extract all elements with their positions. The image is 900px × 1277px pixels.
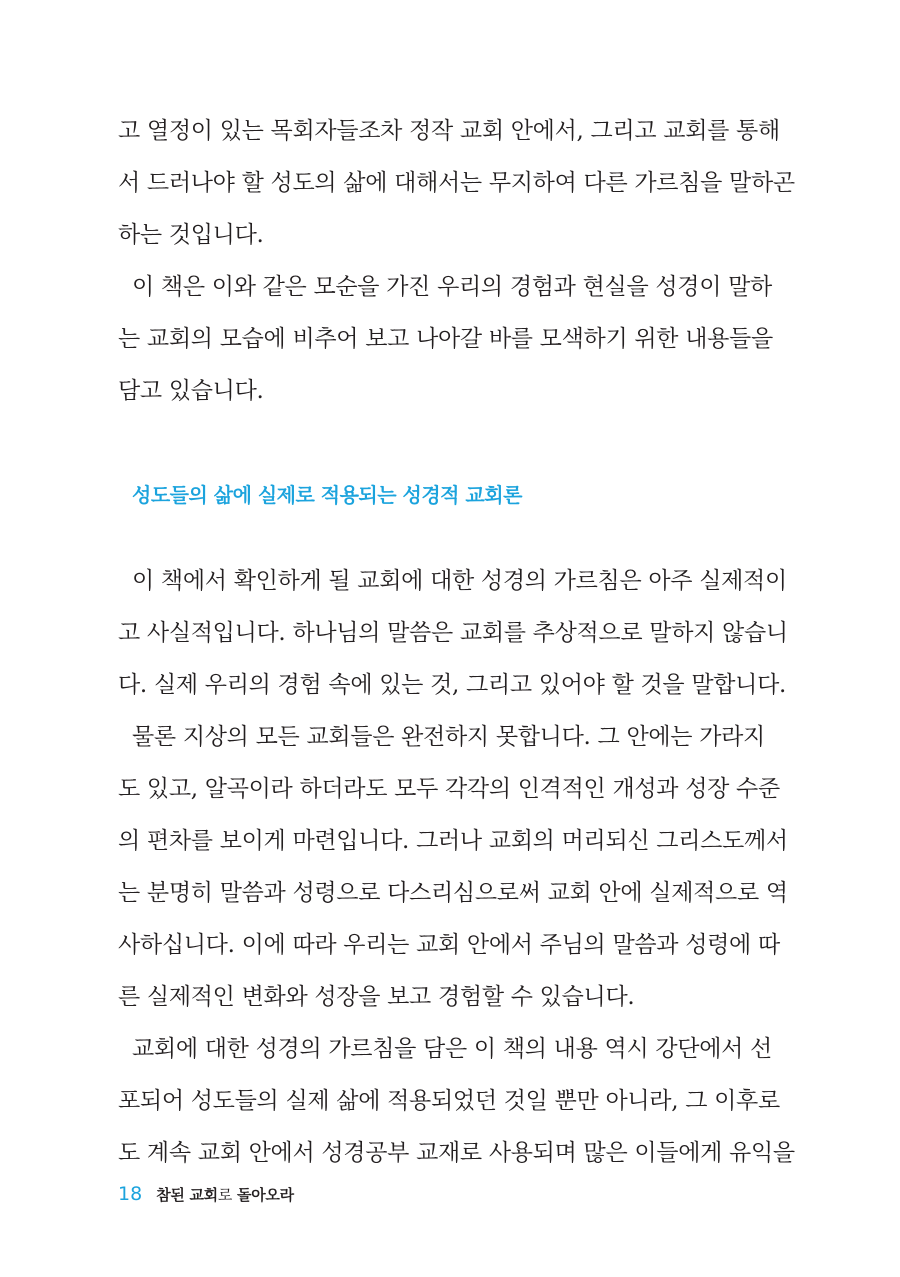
paragraph-5-line-3: 도 계속 교회 안에서 성경공부 교재로 사용되며 많은 이들에게 유익을 (118, 1140, 795, 1166)
book-title-part-2: 로 (217, 1186, 233, 1204)
paragraph-3-line-1: 이 책에서 확인하게 될 교회에 대한 성경의 가르침은 아주 실제적이 (132, 568, 787, 594)
paragraph-3-line-2: 고 사실적입니다. 하나님의 말씀은 교회를 추상적으로 말하지 않습니 (118, 620, 788, 646)
paragraph-2-line-1: 이 책은 이와 같은 모순을 가진 우리의 경험과 현실을 성경이 말하 (132, 274, 772, 300)
paragraph-2-line-2: 는 교회의 모습에 비추어 보고 나아갈 바를 모색하기 위한 내용들을 (118, 326, 773, 352)
paragraph-4-line-2: 도 있고, 알곡이라 하더라도 모두 각각의 인격적인 개성과 성장 수준 (118, 776, 780, 802)
section-heading: 성도들의 삶에 실제로 적용되는 성경적 교회론 (132, 483, 522, 507)
page-footer (118, 1183, 294, 1205)
paragraph-4-line-6: 른 실제적인 변화와 성장을 보고 경험할 수 있습니다. (118, 984, 635, 1010)
paragraph-4-line-5: 사하십니다. 이에 따라 우리는 교회 안에서 주님의 말씀과 성령에 따 (118, 932, 780, 958)
body-text-lower (118, 555, 795, 1179)
book-title-part-3: 돌아오라 (232, 1186, 294, 1204)
paragraph-5-line-2: 포되어 성도들의 실제 삶에 적용되었던 것일 뿐만 아니라, 그 이후로 (118, 1088, 780, 1114)
body-text-upper (118, 105, 795, 417)
book-title-part-1: 참된 교회 (156, 1186, 218, 1204)
paragraph-4-line-3: 의 편차를 보이게 마련입니다. 그러나 교회의 머리되신 그리스도께서 (118, 828, 788, 854)
paragraph-4-line-4: 는 분명히 말씀과 성령으로 다스리심으로써 교회 안에 실제적으로 역 (118, 880, 788, 906)
paragraph-1-line-2: 서 드러나야 할 성도의 삶에 대해서는 무지하여 다른 가르침을 말하곤 (118, 170, 795, 196)
running-book-title (156, 1184, 294, 1205)
paragraph-1-line-1: 고 열정이 있는 목회자들조차 정작 교회 안에서, 그리고 교회를 통해 (118, 118, 780, 144)
paragraph-1-line-3: 하는 것입니다. (118, 222, 264, 248)
paragraph-5-line-1: 교회에 대한 성경의 가르침을 담은 이 책의 내용 역시 강단에서 선 (132, 1036, 772, 1062)
paragraph-2-line-3: 담고 있습니다. (118, 378, 264, 404)
paragraph-3-line-3: 다. 실제 우리의 경험 속에 있는 것, 그리고 있어야 할 것을 말합니다. (118, 672, 787, 698)
page-number: 18 (118, 1183, 143, 1205)
paragraph-4-line-1: 물론 지상의 모든 교회들은 완전하지 못합니다. 그 안에는 가라지 (132, 724, 765, 750)
